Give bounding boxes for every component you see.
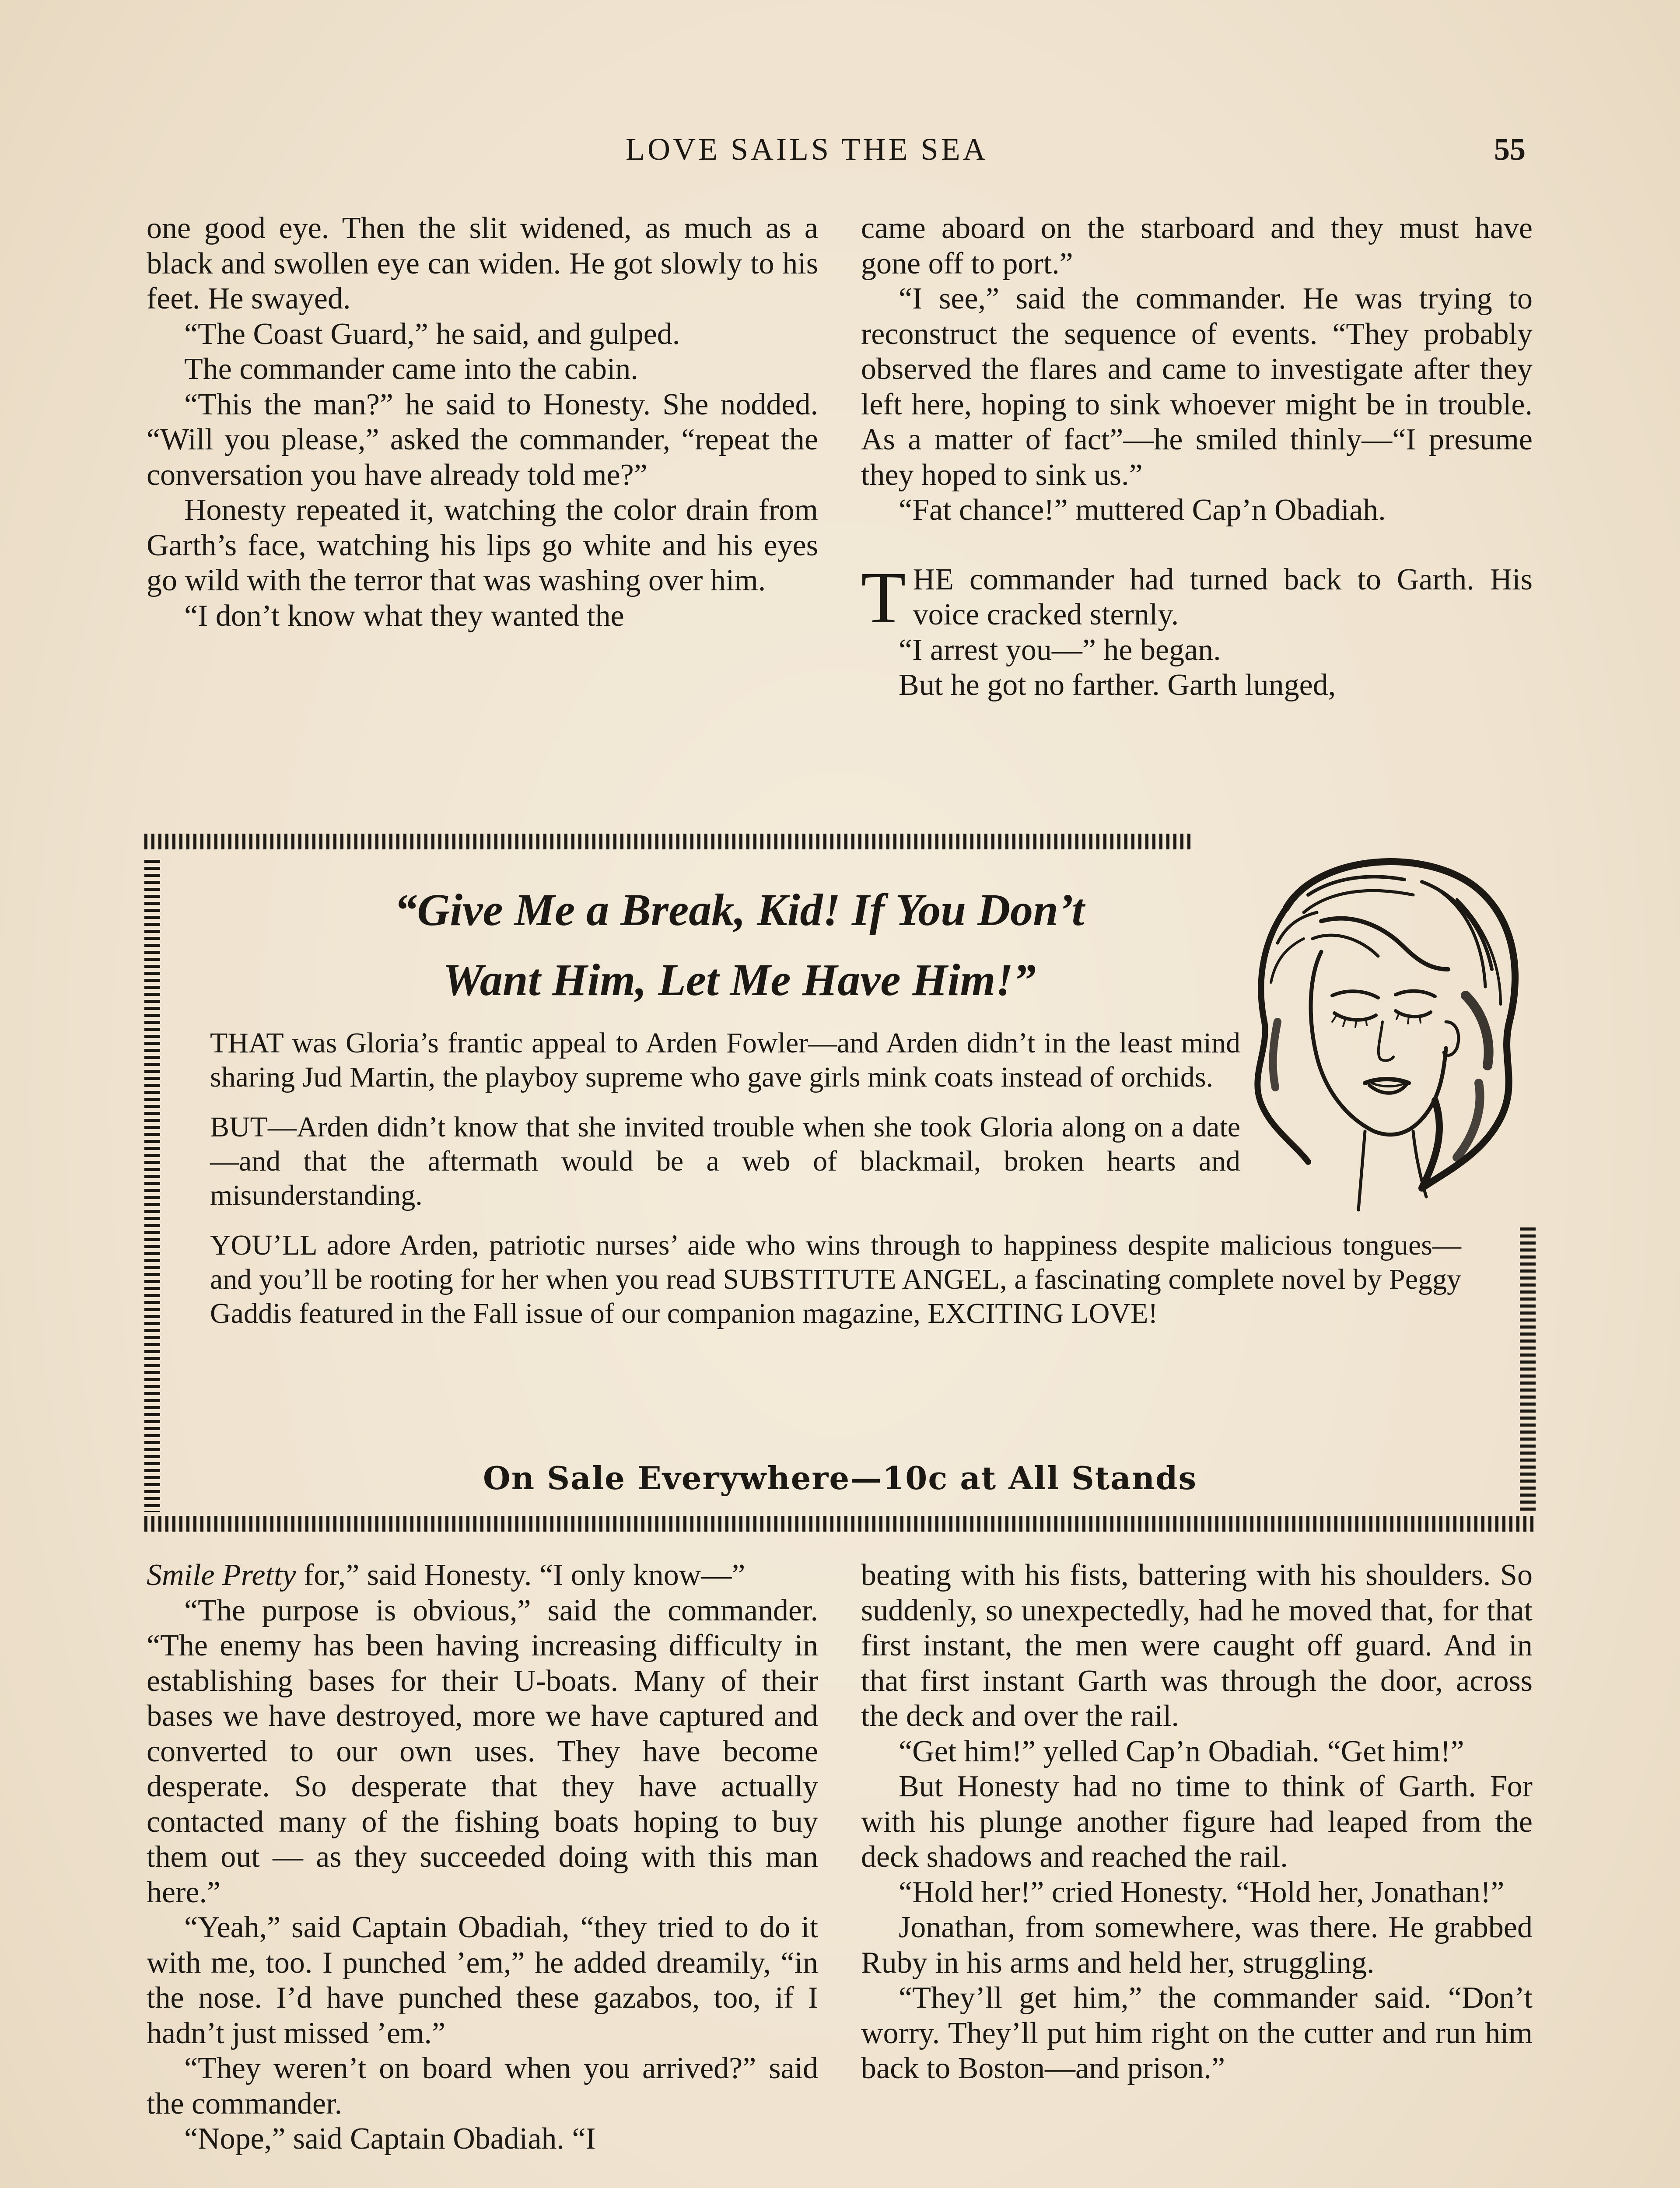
paragraph: “The purpose is obvious,” said the commander. “The enemy has been having increasing difficulty in establishing bases for their U-boats. Many of their bases we have destroyed, more we have captured and converted to our own uses. They have become desperate. So desperate that they have actually contacted many of the fishing boats hoping to buy them out — as they succeeded doing with this man here.” (147, 1593, 818, 1909)
ad-headline-line: Want Him, Let Me Have Him!” (443, 955, 1036, 1005)
paragraph: Jonathan, from somewhere, was there. He grabbed Ruby in his arms and held her, struggling. (861, 1911, 1533, 1980)
ad-paragraph: THAT was Gloria’s frantic appeal to Arden Fowler—and Arden didn’t in the least mind sharing Jud Martin, the playboy supreme who gave girls mink coats instead of orchids. (210, 1027, 1240, 1093)
left-column-bottom (147, 1558, 818, 2157)
left-column-top (147, 211, 818, 634)
paragraph: one good eye. Then the slit widened, as much as a black and swollen eye can widen. He got slowly to his feet. He swayed. (147, 211, 818, 316)
paragraph: beating with his fists, battering with his shoulders. So suddenly, so unexpectedly, had he moved that, for that first instant, the men were caught off guard. And in that first instant Garth was through the door, across the deck and over the rail. (861, 1558, 1533, 1733)
italic-title: Smile Pretty (147, 1558, 296, 1592)
ad-paragraph: YOU’LL adore Arden, patriotic nurses’ aide who wins through to happiness despite malicious tongues—and you’ll be rooting for her when you read SUBSTITUTE ANGEL, a fascinating complete novel by Peggy Gaddis featured in the Fall issue of our companion magazine, EXCITING LOVE! (210, 1229, 1461, 1329)
ad-paragraph: BUT—Arden didn’t know that she invited trouble when she took Gloria along on a date—and that the aftermath would be a web of blackmail, broken hearts and misunderstanding. (210, 1111, 1240, 1211)
ad-headline (210, 875, 1269, 1015)
paragraph: “They’ll get him,” the commander said. “Don’t worry. They’ll put him right on the cutter and run him back to Boston—and prison.” (861, 1981, 1533, 2085)
paragraph: “The Coast Guard,” he said, and gulped. (184, 317, 680, 351)
ad-border-top (144, 834, 1194, 849)
paragraph: “This the man?” he said to Honesty. She nodded. “Will you please,” asked the commander, “repeat the conversation you have already told me?” (147, 387, 818, 492)
paragraph: “Yeah,” said Captain Obadiah, “they tried to do it with me, too. I punched ’em,” he added dreamily, “in the nose. I’d have punched these gazabos, too, if I hadn’t just missed ’em.” (147, 1911, 818, 2050)
drop-cap-rest: HE commander had turned back to Garth. His voice cracked sternly. (913, 562, 1533, 631)
paragraph: “Fat chance!” muttered Cap’n Obadiah. (899, 493, 1386, 527)
ad-body (210, 1026, 1461, 1346)
paragraph: “I see,” said the commander. He was trying to reconstruct the sequence of events. “They probably observed the flares and came to investigate after they left here, hoping to sink whoever might be in trouble. As a matter of fact”—he smiled thinly—“I presume they hoped to sink us.” (861, 282, 1533, 492)
page-number: 55 (1494, 132, 1526, 167)
ad-headline-line: “Give Me a Break, Kid! If You Don’t (394, 885, 1085, 935)
paragraph: “Get him!” yelled Cap’n Obadiah. “Get him!” (899, 1734, 1464, 1768)
ad-border-bottom (144, 1516, 1536, 1532)
paragraph: But Honesty had no time to think of Garth. For with his plunge another figure had leaped from the deck shadows and reached the rail. (861, 1770, 1533, 1874)
right-column-top (861, 211, 1533, 703)
advertisement-box (144, 834, 1536, 1532)
drop-cap: T (861, 557, 906, 638)
paragraph (147, 1558, 818, 1593)
paragraph: “Nope,” said Captain Obadiah. “I (184, 2122, 596, 2156)
paragraph: “They weren’t on board when you arrived?” said the commander. (147, 2051, 818, 2121)
paragraph: “Hold her!” cried Honesty. “Hold her, Jonathan!” (899, 1875, 1505, 1909)
right-column-bottom (861, 1558, 1533, 2086)
paragraph: “I arrest you—” he began. (899, 633, 1221, 667)
paragraph: “I don’t know what they wanted the (184, 599, 624, 633)
paragraph: came aboard on the starboard and they must have gone off to port.” (861, 211, 1533, 281)
ad-footer-tagline: On Sale Everywhere—10c at All Stands (483, 1459, 1197, 1497)
running-header (0, 131, 1680, 171)
paragraph: Honesty repeated it, watching the color drain from Garth’s face, watching his lips go white and his eyes go wild with the terror that was washing over him. (147, 493, 818, 597)
paragraph: But he got no farther. Garth lunged, (899, 668, 1336, 702)
paragraph: The commander came into the cabin. (184, 352, 638, 386)
section-opening-paragraph (861, 557, 1533, 638)
paragraph-text: for,” said Honesty. “I only know—” (296, 1558, 746, 1592)
ad-border-left (144, 860, 160, 1512)
running-title: LOVE SAILS THE SEA (626, 132, 988, 167)
